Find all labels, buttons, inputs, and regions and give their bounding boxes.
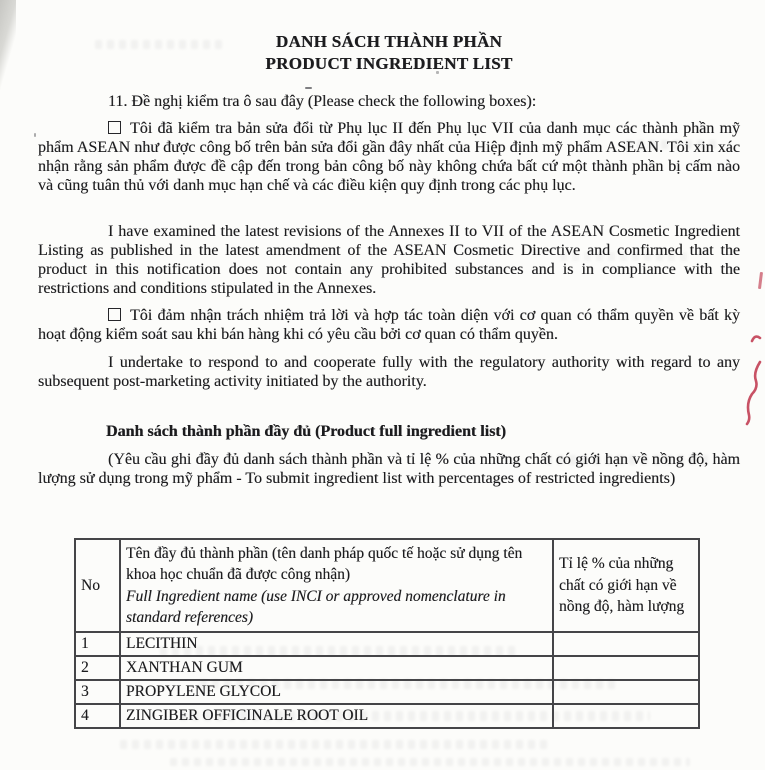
ingredient-percent bbox=[553, 656, 699, 680]
declaration-1-vi bbox=[38, 119, 740, 195]
section-heading: Danh sách thành phần đầy đủ (Product full ingredient list) bbox=[106, 423, 506, 440]
row-number: 2 bbox=[75, 656, 120, 680]
document-title-en: PRODUCT INGREDIENT LIST bbox=[265, 54, 513, 73]
checkbox-unchecked-icon bbox=[108, 121, 121, 134]
ingredient-name: LECITHIN bbox=[120, 632, 553, 656]
row-number: 4 bbox=[75, 704, 120, 728]
declaration-2-vi-text: Tôi đảm nhận trách nhiệm trả lời và hợp tác toàn diện với cơ quan có thẩm quyền về bất kỳ hoạt động kiểm soát sau khi bán hàng khi có yêu cầu bởi cơ quan có thẩm quyền. bbox=[38, 307, 740, 343]
ingredient-name: PROPYLENE GLYCOL bbox=[120, 680, 553, 704]
document-title bbox=[38, 31, 740, 75]
bleedthrough-smudge bbox=[170, 758, 690, 766]
ingredient-table bbox=[74, 538, 700, 729]
header-no: No bbox=[75, 539, 120, 632]
bleedthrough-smudge bbox=[120, 740, 550, 749]
ingredient-percent bbox=[553, 704, 699, 728]
scan-corner-artifact bbox=[0, 0, 16, 92]
scan-speck bbox=[305, 87, 312, 89]
ingredient-name: XANTHAN GUM bbox=[120, 656, 553, 680]
ingredient-name: ZINGIBER OFFICINALE ROOT OIL bbox=[120, 704, 553, 728]
ingredient-percent bbox=[553, 680, 699, 704]
scan-speck bbox=[34, 133, 36, 137]
ingredient-table-header-row bbox=[75, 539, 699, 632]
table-row bbox=[75, 632, 699, 656]
header-ingredient-name bbox=[120, 539, 553, 632]
row-number: 1 bbox=[75, 632, 120, 656]
table-row bbox=[75, 656, 699, 680]
row-number: 3 bbox=[75, 680, 120, 704]
table-row bbox=[75, 704, 699, 728]
header-ingredient-name-en: Full Ingredient name (use INCI or approved nomenclature in standard references) bbox=[126, 587, 506, 626]
header-percent: Tỉ lệ % của những chất có giới hạn về nồng độ, hàm lượng bbox=[553, 539, 699, 632]
ingredient-percent bbox=[553, 632, 699, 656]
declaration-2-vi bbox=[38, 306, 740, 344]
header-ingredient-name-vi: Tên đầy đủ thành phần (tên danh pháp quốc tế hoặc sử dụng tên khoa học chuẩn đã được công nhận) bbox=[126, 544, 523, 583]
table-row bbox=[75, 680, 699, 704]
item-11-instruction: 11. Đề nghị kiểm tra ô sau đây (Please check the following boxes): bbox=[108, 93, 537, 110]
red-pen-mark bbox=[758, 272, 763, 289]
checkbox-unchecked-icon bbox=[108, 308, 121, 321]
section-note: (Yêu cầu ghi đầy đủ danh sách thành phần và tỉ lệ % của những chất có giới hạn về nồng độ, hàm lượng sử dụng trong mỹ phẩm - To submit ingredient list with percentages of restricted ingredients) bbox=[38, 451, 740, 487]
declaration-2-en: I undertake to respond to and cooperate fully with the regulatory authority with regard to any subsequent post-marketing activity initiated by the authority. bbox=[38, 354, 740, 390]
declaration-1-vi-text: Tôi đã kiểm tra bản sửa đổi từ Phụ lục II đến Phụ lục VII của danh mục các thành phần mỹ phẩm ASEAN như được công bố trên bản sửa đổi gần đây nhất của Hiệp định mỹ phẩm ASEAN. Tôi xin xác nhận rằng sản phẩm được đề cập đến trong bản công bố này không chứa bất cứ một thành phần bị cấm nào và cũng tuân thủ với danh mục hạn chế và các điều kiện quy định trong các phụ lục. bbox=[38, 120, 740, 194]
declaration-1-en: I have examined the latest revisions of the Annexes II to VII of the ASEAN Cosmetic Ingredient Listing as published in the latest amendment of the ASEAN Cosmetic Directive and confirmed that the product in this notification does not contain any prohibited substances and is in compliance with the restrictions and conditions stipulated in the Annexes. bbox=[38, 223, 740, 297]
document-title-vi: DANH SÁCH THÀNH PHẦN bbox=[275, 32, 503, 51]
